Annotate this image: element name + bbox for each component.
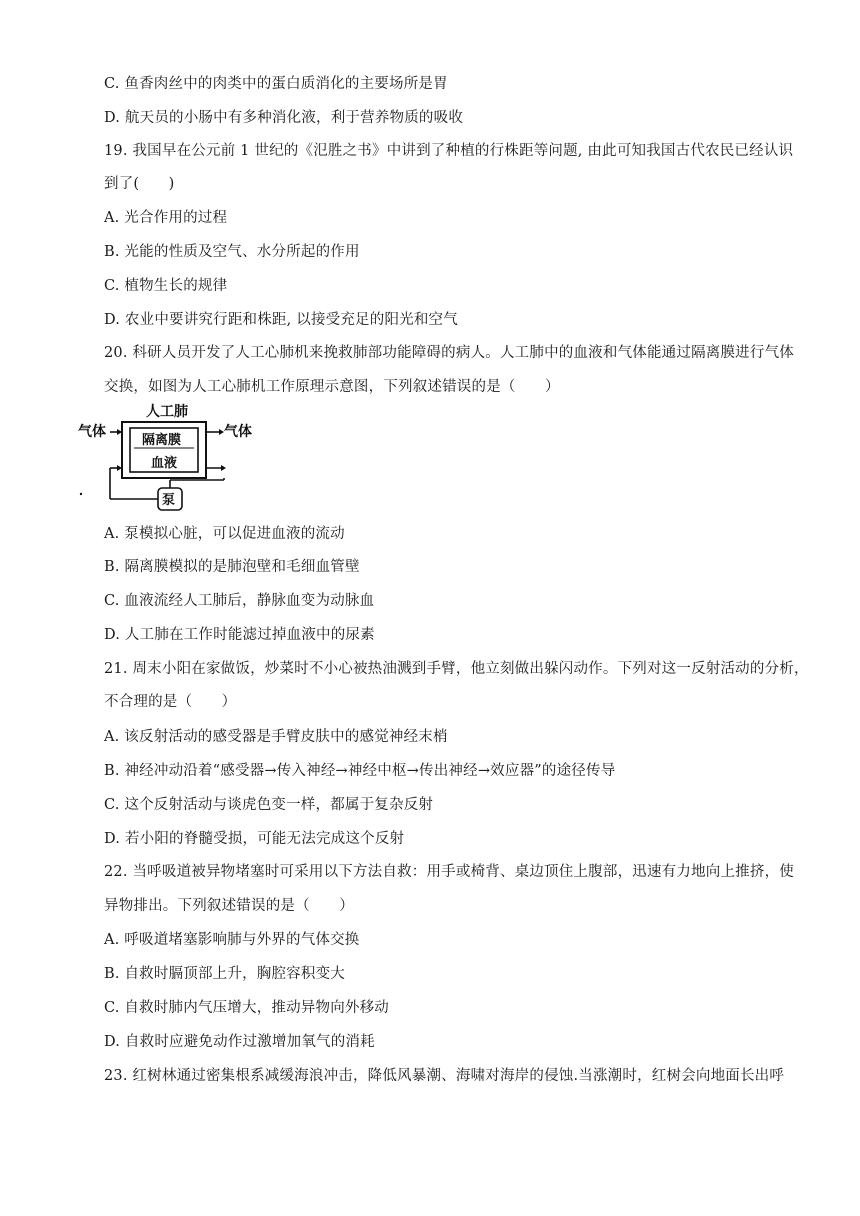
- question-23-line-1: 23. 红树林通过密集根系减缓海浪冲击，降低风暴潮、海啸对海岸的侵蚀.当涨潮时，红树会向地面长出呼: [104, 1068, 785, 1084]
- blood-label: 血液: [151, 456, 178, 471]
- question-20-line-2: 交换，如图为人工心肺机工作原理示意图，下列叙述错误的是（ ）: [104, 379, 560, 395]
- option-a-q19: A. 光合作用的过程: [104, 210, 228, 226]
- artificial-lung-diagram-svg: [74, 400, 252, 518]
- option-b-q22: B. 自救时膈顶部上升，胸腔容积变大: [104, 966, 345, 982]
- option-a-q20: A. 泵模拟心脏，可以促进血液的流动: [104, 526, 345, 542]
- option-a-q21: A. 该反射活动的感受器是手臂皮肤中的感觉神经末梢: [104, 729, 448, 745]
- option-b-q21: B. 神经冲动沿着“感受器→传入神经→神经中枢→传出神经→效应器”的途径传导: [104, 763, 616, 779]
- question-19-line-1: 19. 我国早在公元前 1 世纪的《氾胜之书》中讲到了种植的行株距等问题, 由此可知我国古代农民已经认识: [104, 143, 794, 159]
- option-a-q22: A. 呼吸道堵塞影响肺与外界的气体交换: [104, 932, 360, 948]
- membrane-label: 隔离膜: [142, 433, 182, 448]
- pump-label: 泵: [162, 493, 176, 508]
- option-c-q21: C. 这个反射活动与谈虎色变一样，都属于复杂反射: [104, 797, 434, 813]
- option-c-q19: C. 植物生长的规律: [104, 278, 228, 294]
- option-b-q20: B. 隔离膜模拟的是肺泡壁和毛细血管壁: [104, 559, 360, 575]
- option-d-q18: D. 航天员的小肠中有多种消化液，利于营养物质的吸收: [104, 110, 464, 126]
- question-21-line-2: 不合理的是（ ）: [104, 694, 237, 710]
- option-c-q18: C. 鱼香肉丝中的肉类中的蛋白质消化的主要场所是胃: [104, 76, 448, 92]
- option-d-q20: D. 人工肺在工作时能滤过掉血液中的尿素: [104, 627, 375, 643]
- question-20-line-1: 20. 科研人员开发了人工心肺机来挽救肺部功能障碍的病人。人工肺中的血液和气体能通过隔离膜进行气体: [104, 345, 794, 361]
- option-d-q21: D. 若小阳的脊髓受损，可能无法完成这个反射: [104, 831, 405, 847]
- gas-in-label: 气体: [78, 424, 106, 440]
- option-d-q22: D. 自救时应避免动作过激增加氧气的消耗: [104, 1034, 375, 1050]
- option-d-q19: D. 农业中要讲究行距和株距, 以接受充足的阳光和空气: [104, 312, 458, 328]
- diagram-title-label: 人工肺: [146, 404, 188, 420]
- figure-dot-mark: [80, 493, 82, 495]
- gas-out-label: 气体: [224, 424, 252, 440]
- option-b-q19: B. 光能的性质及空气、水分所起的作用: [104, 244, 360, 260]
- question-19-line-2: 到了( ): [104, 176, 175, 192]
- question-22-line-2: 异物排出。下列叙述错误的是（ ）: [104, 898, 354, 914]
- question-21-line-1: 21. 周末小阳在家做饭，炒菜时不小心被热油溅到手臂，他立刻做出躲闪动作。下列对这一反射活动的分析，: [104, 661, 809, 677]
- option-c-q20: C. 血液流经人工肺后，静脉血变为动脉血: [104, 593, 375, 609]
- blood-out-arrowhead: [221, 465, 226, 471]
- artificial-lung-diagram: [74, 400, 252, 518]
- option-c-q22: C. 自救时肺内气压增大，推动异物向外移动: [104, 1000, 389, 1016]
- question-22-line-1: 22. 当呼吸道被异物堵塞时可采用以下方法自救：用手或椅背、桌边顶住上腹部，迅速有力地向上推挤，使: [104, 864, 794, 880]
